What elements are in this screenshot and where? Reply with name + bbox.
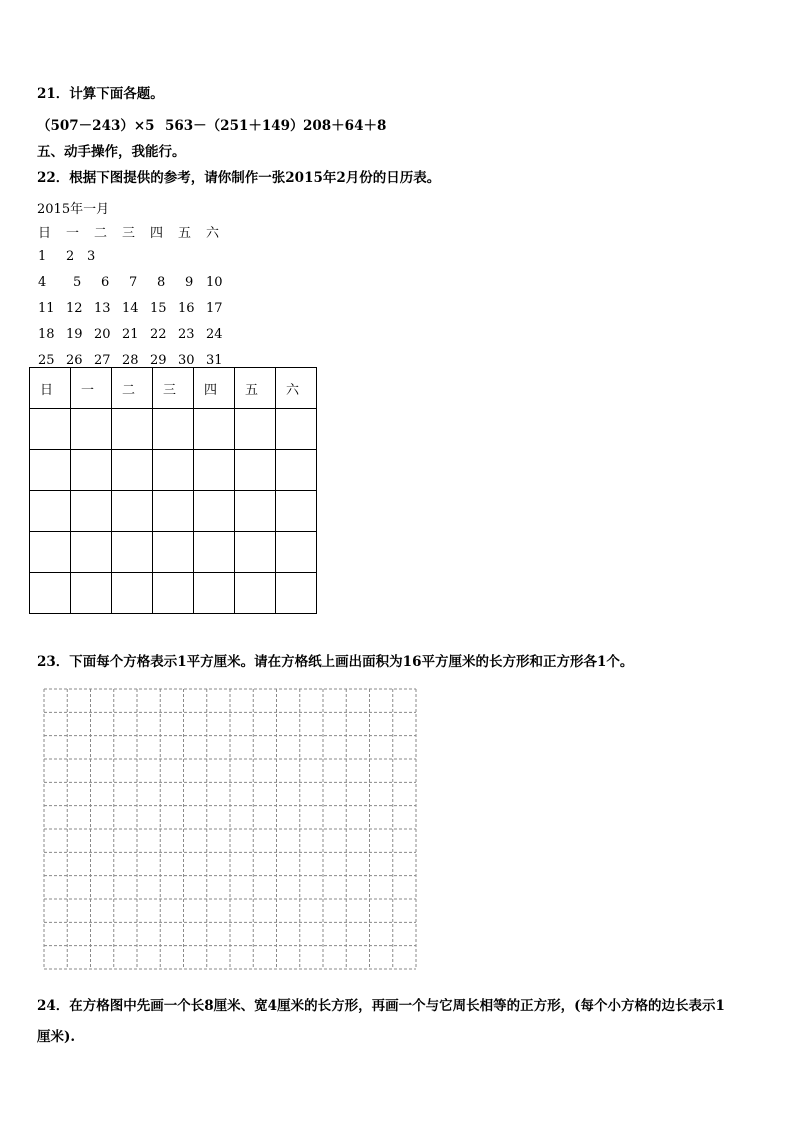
blank-cell[interactable] [30,573,71,614]
date-cell: 4 [38,275,47,290]
date-cell: 11 [38,301,55,316]
date-cell: 30 [178,353,195,368]
blank-cell[interactable] [194,450,235,491]
date-cell: 29 [150,353,167,368]
blank-cell[interactable] [30,491,71,532]
blank-cell[interactable] [194,491,235,532]
blank-cell[interactable] [153,491,194,532]
blank-cell[interactable] [276,491,317,532]
february-week-row [30,573,317,614]
weekday-label: 日 [38,226,52,241]
blank-cell[interactable] [153,532,194,573]
header-cell [112,368,153,409]
q21-title: 21．计算下面各题。 [37,86,164,102]
reference-week-row [37,275,257,295]
weekday-label: 三 [122,226,136,241]
date-cell: 8 [157,275,166,290]
blank-cell[interactable] [112,409,153,450]
blank-cell[interactable] [276,450,317,491]
header-cell [71,368,112,409]
header-cell [276,368,317,409]
blank-cell[interactable] [235,573,276,614]
header-cell [30,368,71,409]
february-week-row [30,532,317,573]
blank-cell[interactable] [276,409,317,450]
blank-cell[interactable] [71,573,112,614]
q23-title: 23．下面每个方格表示1平方厘米。请在方格纸上画出面积为16平方厘米的长方形和正方形各1个。 [37,654,634,670]
weekday-label: 五 [178,226,192,241]
header-cell [194,368,235,409]
date-cell: 24 [206,327,223,342]
q24-line2: 厘米). [37,1029,76,1045]
blank-cell[interactable] [112,573,153,614]
header-cell [153,368,194,409]
date-cell: 18 [38,327,55,342]
february-week-row [30,491,317,532]
header-label: 五 [245,382,259,398]
blank-cell[interactable] [235,409,276,450]
date-cell: 21 [122,327,139,342]
blank-cell[interactable] [71,532,112,573]
date-cell: 16 [178,301,195,316]
reference-weekday-row [37,222,257,242]
date-cell: 2 [66,249,75,264]
header-label: 三 [163,382,177,398]
date-cell: 27 [94,353,111,368]
date-cell: 22 [150,327,167,342]
blank-cell[interactable] [30,450,71,491]
blank-cell[interactable] [153,573,194,614]
section5-title: 五、动手操作，我能行。 [37,144,186,160]
q22-title: 22．根据下图提供的参考，请你制作一张2015年2月份的日历表。 [37,170,441,186]
date-cell: 13 [94,301,111,316]
date-cell: 26 [66,353,83,368]
header-label: 日 [40,382,54,398]
header-label: 四 [204,382,218,398]
blank-cell[interactable] [235,532,276,573]
date-cell: 25 [38,353,55,368]
blank-cell[interactable] [71,409,112,450]
q21-expression-3: 208＋64＋8 [303,118,387,134]
date-cell: 5 [73,275,82,290]
february-week-row [30,409,317,450]
blank-cell[interactable] [235,450,276,491]
weekday-label: 二 [94,226,108,241]
reference-calendar-title: 2015年一月 [37,202,110,217]
blank-cell[interactable] [71,450,112,491]
header-cell [235,368,276,409]
blank-cell[interactable] [30,409,71,450]
date-cell: 31 [206,353,223,368]
date-cell: 20 [94,327,111,342]
blank-cell[interactable] [153,450,194,491]
february-calendar-table [29,367,317,614]
blank-cell[interactable] [194,532,235,573]
weekday-label: 六 [206,226,220,241]
blank-cell[interactable] [112,532,153,573]
header-label: 六 [286,382,300,398]
q24-line1: 24．在方格图中先画一个长8厘米、宽4厘米的长方形，再画一个与它周长相等的正方形，(每个小方格的边长表示1 [37,998,725,1014]
date-cell: 6 [101,275,110,290]
reference-week-row [37,327,257,347]
weekday-label: 一 [66,226,80,241]
header-label: 二 [122,382,136,398]
header-label: 一 [81,382,95,398]
date-cell: 9 [185,275,194,290]
date-cell: 14 [122,301,139,316]
blank-cell[interactable] [30,532,71,573]
date-cell: 23 [178,327,195,342]
blank-cell[interactable] [71,491,112,532]
date-cell: 3 [87,249,96,264]
q21-expression-1: （507－243）×5 [37,118,155,134]
february-week-row [30,450,317,491]
q21-expression-2: 563－（251＋149） [165,118,304,134]
reference-week-row [37,249,257,269]
blank-cell[interactable] [194,409,235,450]
weekday-label: 四 [150,226,164,241]
date-cell: 12 [66,301,83,316]
february-header-row [30,368,317,409]
dashed-grid-paper[interactable] [43,688,417,970]
blank-cell[interactable] [276,532,317,573]
blank-cell[interactable] [235,491,276,532]
date-cell: 17 [206,301,223,316]
date-cell: 28 [122,353,139,368]
blank-cell[interactable] [112,491,153,532]
date-cell: 10 [206,275,223,290]
date-cell: 19 [66,327,83,342]
blank-cell[interactable] [153,409,194,450]
date-cell: 1 [38,249,47,264]
blank-cell[interactable] [276,573,317,614]
reference-week-row [37,301,257,321]
blank-cell[interactable] [112,450,153,491]
blank-cell[interactable] [194,573,235,614]
date-cell: 7 [129,275,138,290]
date-cell: 15 [150,301,167,316]
